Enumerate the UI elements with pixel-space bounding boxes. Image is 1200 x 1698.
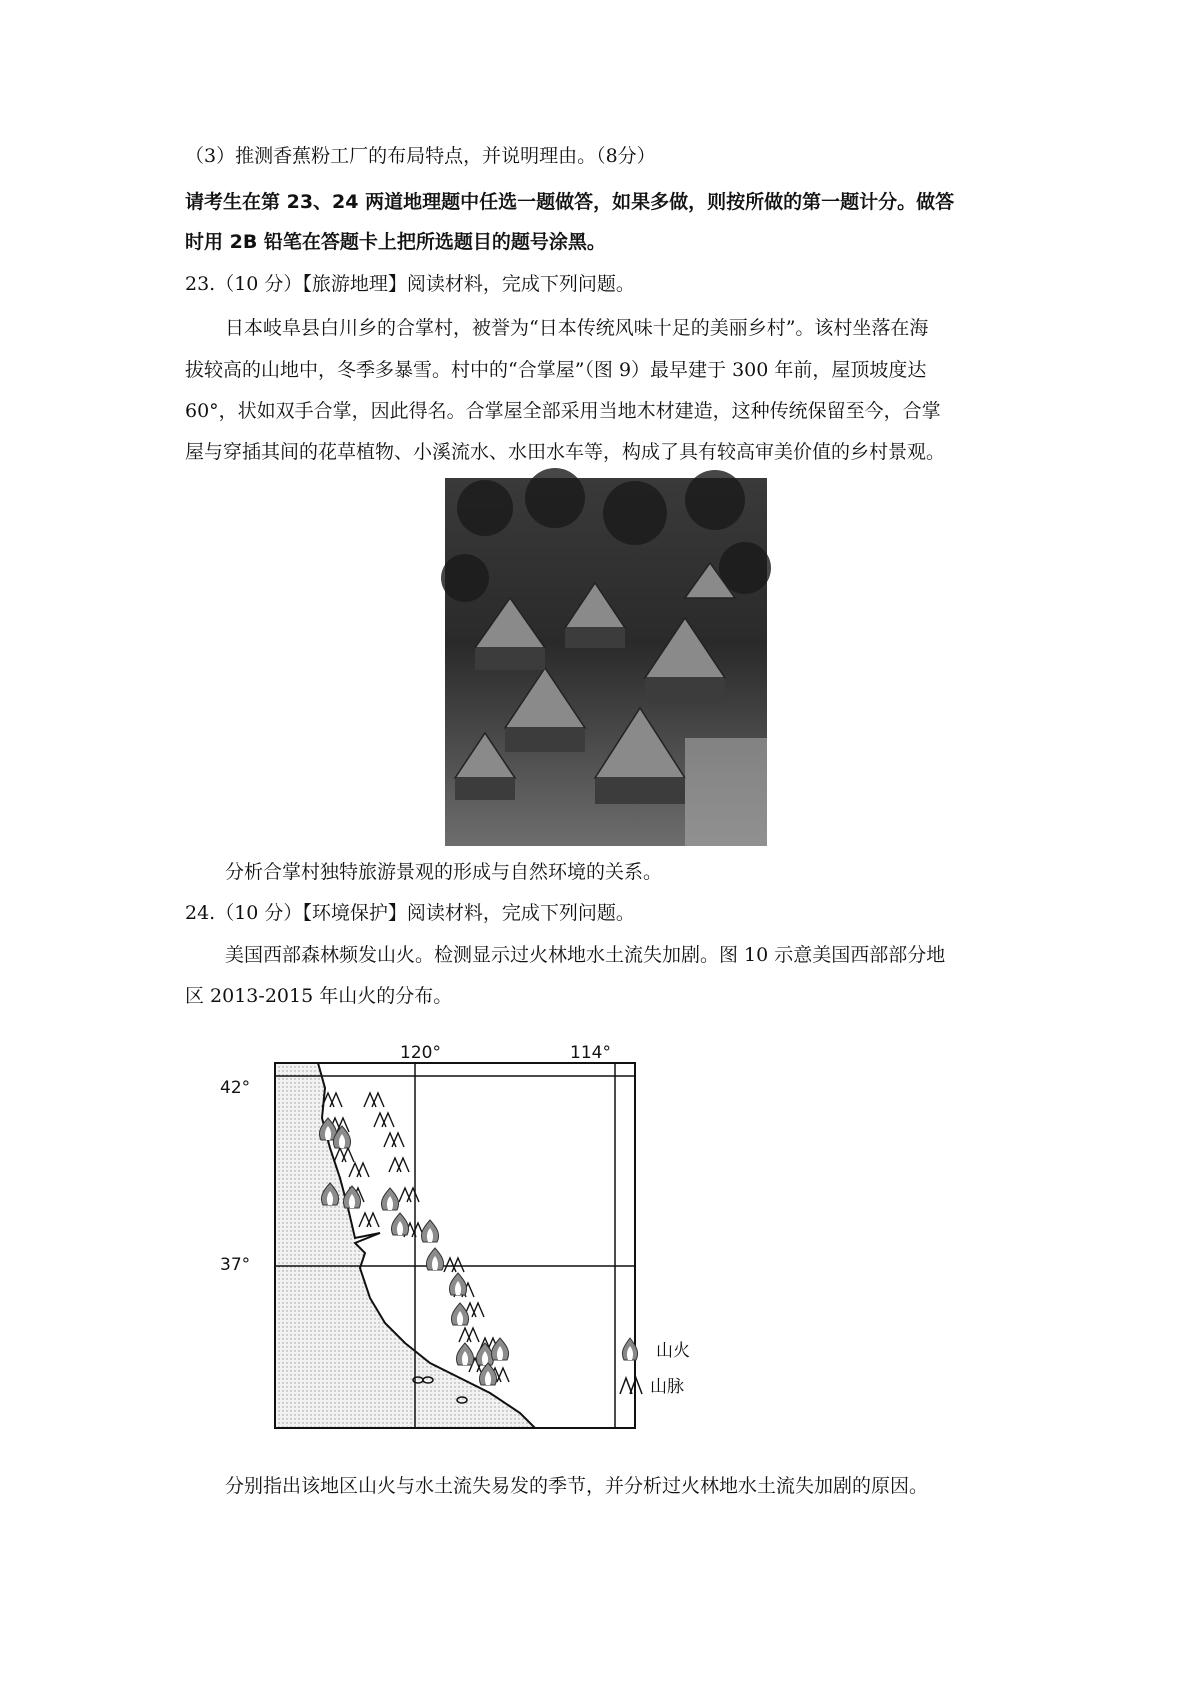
gassho-village-photo xyxy=(445,478,767,846)
mountain-symbol xyxy=(384,1133,404,1147)
question-3: （3）推测香蕉粉工厂的布局特点，并说明理由。（8分） xyxy=(185,145,656,167)
q24-para-line-1: 美国西部森林频发山火。检测显示过火林地水土流失加剧。图 10 示意美国西部部分地 xyxy=(225,944,946,966)
q23-para-line-4: 屋与穿插其间的花草植物、小溪流水、水田水车等，构成了具有较高审美价值的乡村景观。 xyxy=(185,441,946,463)
lon-label-120: 120° xyxy=(400,1043,441,1063)
mountain-symbol xyxy=(349,1163,369,1177)
ocean xyxy=(275,1063,535,1428)
legend-mountain-icon xyxy=(620,1378,642,1394)
mountain-symbol xyxy=(359,1213,379,1227)
mountain-symbol xyxy=(459,1328,479,1342)
legend-fire-label: 山火 xyxy=(656,1341,690,1361)
q24-para-line-2: 区 2013-2015 年山火的分布。 xyxy=(185,985,453,1007)
mountain-symbol xyxy=(374,1113,394,1127)
lat-label-42: 42° xyxy=(220,1078,251,1098)
fire-symbol xyxy=(449,1273,466,1295)
lon-label-114: 114° xyxy=(570,1043,611,1063)
q23-para-line-2: 拔较高的山地中，冬季多暴雪。村中的“合掌屋”（图 9）最早建于 300 年前，屋顶坡度达 xyxy=(185,359,927,381)
mountain-symbol xyxy=(364,1093,384,1107)
lat-label-37: 37° xyxy=(220,1255,251,1275)
legend xyxy=(620,1338,690,1397)
mountain-symbol xyxy=(389,1158,409,1172)
wildfire-map xyxy=(220,1038,770,1448)
q24-header: 24.（10 分）【环境保护】阅读材料，完成下列问题。 xyxy=(185,902,635,924)
fire-symbol xyxy=(381,1188,398,1210)
mountain-symbol xyxy=(334,1148,354,1162)
q23-para-line-3: 60°，状如双手合掌，因此得名。合掌屋全部采用当地木材建造，这种传统保留至今，合掌 xyxy=(185,400,941,422)
q24-question: 分别指出该地区山火与水土流失易发的季节，并分析过火林地水土流失加剧的原因。 xyxy=(225,1475,929,1497)
q23-question: 分析合掌村独特旅游景观的形成与自然环境的关系。 xyxy=(225,861,663,883)
fire-symbol xyxy=(456,1343,473,1365)
fire-symbol xyxy=(479,1363,496,1385)
q23-para-line-1: 日本岐阜县白川乡的合掌村，被誉为“日本传统风味十足的美丽乡村”。该村坐落在海 xyxy=(225,317,929,339)
fire-symbol xyxy=(451,1303,468,1325)
fire-symbol xyxy=(421,1220,438,1242)
instruction-line-1: 请考生在第 23、24 两道地理题中任选一题做答，如果多做，则按所做的第一题计分。做答 xyxy=(185,191,955,213)
legend-mountain-label: 山脉 xyxy=(650,1377,684,1397)
mountain-symbol xyxy=(399,1188,419,1202)
fire-symbol xyxy=(426,1248,443,1270)
mountain-symbol xyxy=(444,1258,464,1272)
instruction-line-2: 时用 2B 铅笔在答题卡上把所选题目的题号涂黑。 xyxy=(185,231,606,253)
q23-header: 23.（10 分）【旅游地理】阅读材料，完成下列问题。 xyxy=(185,273,635,295)
fire-symbol xyxy=(391,1213,408,1235)
